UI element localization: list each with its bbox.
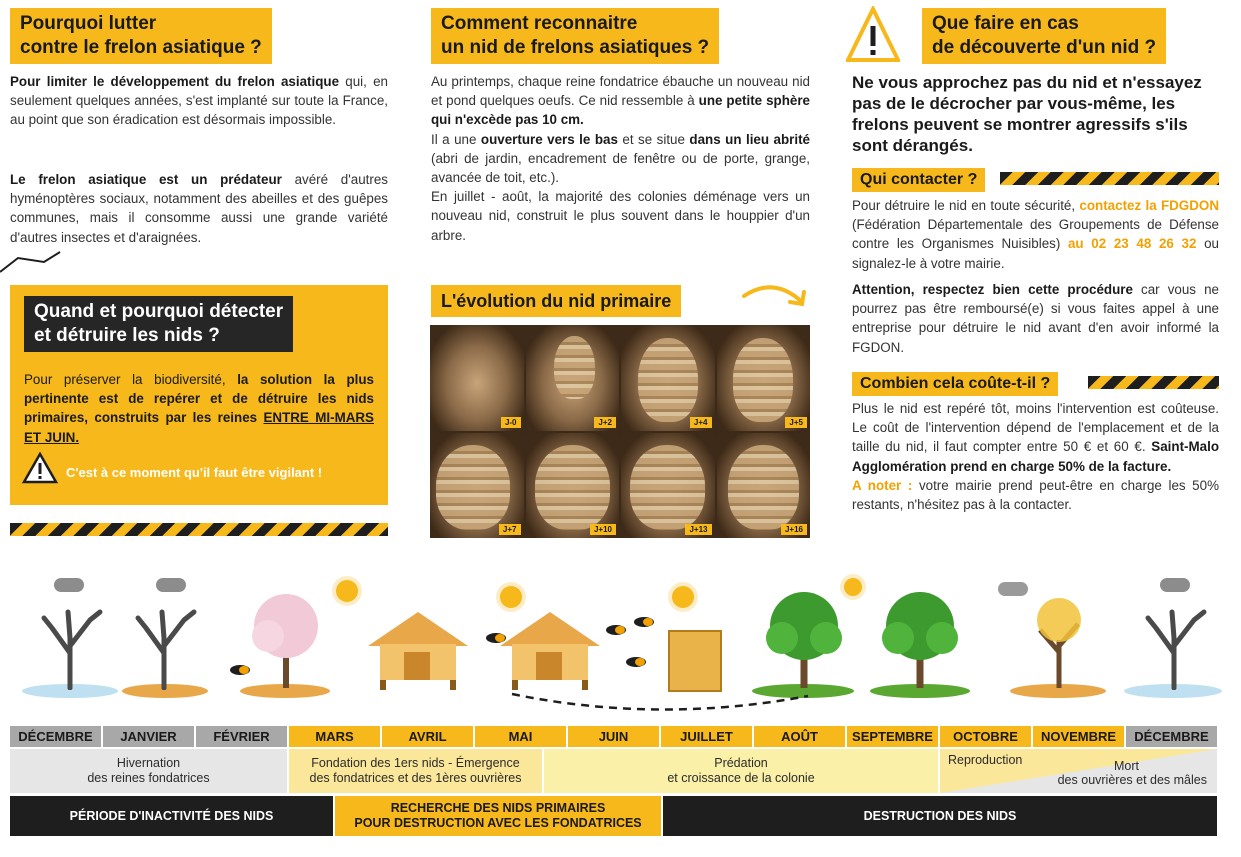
recognize-nest-title: Comment reconnaitre un nid de frelons asiatiques ? — [431, 8, 719, 64]
nest-evolution-photos — [430, 325, 810, 538]
cloud-icon — [54, 578, 84, 592]
month-may: MAI — [475, 726, 566, 747]
detection-box-text: Pour préserver la biodiversité, la solution la plus pertinente est de repérer et de détruire les nids primaires, construits par les reines ENTRE MI-MARS ET JUIN. — [24, 372, 374, 445]
vigilance-warning: C'est à ce moment qu'il faut être vigilant ! — [66, 465, 323, 480]
hornet-icon — [632, 612, 656, 630]
nest-photo: J+5 — [717, 325, 811, 431]
cloud-icon — [998, 582, 1028, 596]
seasonal-illustration — [0, 568, 1241, 718]
blossom-tree-icon — [240, 590, 332, 690]
primary-nest-search-bar: RECHERCHE DES NIDS PRIMAIRES POUR DESTRUCTION AVEC LES FONDATRICES — [335, 796, 661, 836]
cost-title: Combien cela coûte-t-il ? — [852, 372, 1058, 396]
hornet-icon — [624, 652, 648, 670]
month-february: FÉVRIER — [196, 726, 287, 747]
nest-photo: J+4 — [621, 325, 715, 431]
month-october: OCTOBRE — [940, 726, 1031, 747]
recognize-nest-text: Au printemps, chaque reine fondatrice ébauche un nouveau nid et pond quelques oeufs. Ce nid ressemble à une petite sphère qui n'excède pas 10 cm. Il a une ouverture vers le bas et se situe dans un lieu abrité (abri de jardin, encadrement de fenêtre ou de porte, grange, avancée de toit, etc.). En juillet - août, la majorité des colonies déménage vers un nouveau nid, construit le plus souvent dans le houppier d'un arbre. — [431, 74, 810, 243]
nest-photo: J+10 — [526, 433, 620, 539]
green-tree-icon — [756, 586, 852, 690]
curved-arrow-icon — [740, 280, 812, 320]
cloud-icon — [156, 578, 186, 592]
nest-photo: J+13 — [621, 433, 715, 539]
month-march: MARS — [289, 726, 380, 747]
hornet-icon — [484, 628, 508, 646]
inactive-period-bar: PÉRIODE D'INACTIVITÉ DES NIDS — [10, 796, 333, 836]
cloud-icon — [1160, 578, 1190, 592]
why-fight-paragraph-2: Le frelon asiatique est un prédateur avéré d'autres hyménoptères sociaux, notamment des abeilles et des guêpes communes, mais il consomme aussi une grande variété d'autres insectes et d'araignées. — [10, 172, 388, 245]
hazard-stripe-contact — [1000, 172, 1219, 185]
hexagon-decoration — [0, 250, 70, 290]
phase-predation: Prédation et croissance de la colonie — [544, 749, 938, 793]
hazard-stripe-cost — [1088, 376, 1219, 389]
fdgdon-phone[interactable]: au 02 23 48 26 32 — [1067, 236, 1197, 252]
sun-icon — [500, 586, 522, 608]
why-fight-paragraph-1: Pour limiter le développement du frelon asiatique qui, en seulement quelques années, s'est implanté sur toute la France, au point que son éradication est désormais impossible. — [10, 74, 388, 128]
why-fight-title: Pourquoi lutter contre le frelon asiatique ? — [10, 8, 272, 64]
month-june: JUIN — [568, 726, 659, 747]
month-july: JUILLET — [661, 726, 752, 747]
cost-text: Plus le nid est repéré tôt, moins l'intervention est coûteuse. Le coût de l'intervention dépend de l'emplacement et de la taille du nid, il faut compter entre 50 € et 60 €. Saint-Malo Agglomération prend en charge 50% de la facture. A noter : votre mairie prend peut-être en charge les 50% restants, n'hésitez pas à la contacter. — [852, 401, 1219, 513]
month-november: NOVEMBRE — [1033, 726, 1124, 747]
month-january: JANVIER — [103, 726, 194, 747]
phase-foundation: Fondation des 1ers nids - Émergence des fondatrices et des 1ères ouvrières — [289, 749, 542, 793]
hazard-stripe-left — [10, 523, 388, 536]
hornet-icon — [228, 660, 252, 678]
warning-icon — [846, 6, 900, 64]
what-to-do-lead: Ne vous approchez pas du nid et n'essayez pas de le décrocher par vous-même, les frelons peuvent se montrer agressifs s'ils sont dérangés. — [852, 73, 1202, 155]
contact-text: Pour détruire le nid en toute sécurité, contactez la FDGDON (Fédération Départementale des Groupements de Défense contre les Organismes Nuisibles) au 02 23 48 26 32 ou signalez-le à votre mairie. — [852, 198, 1219, 271]
phase-reproduction-death: Reproduction Mort des ouvrières et des mâles — [940, 749, 1217, 793]
autumn-tree-icon — [1014, 590, 1104, 690]
nest-photo: J+2 — [526, 325, 620, 431]
detection-box-title: Quand et pourquoi détecter et détruire les nids ? — [24, 296, 293, 352]
month-august: AOÛT — [754, 726, 845, 747]
nest-photo: J+7 — [430, 433, 524, 539]
who-to-contact-title: Qui contacter ? — [852, 168, 985, 192]
bare-tree-icon — [30, 598, 110, 690]
nest-destruction-bar: DESTRUCTION DES NIDS — [663, 796, 1217, 836]
green-tree-icon — [872, 586, 968, 690]
attention-text: Attention, respectez bien cette procédure car vous ne pourrez pas être remboursé(e) si vous faites appel à une entreprise pour détruire le nid avant d'en avoir informé la FGDON. — [852, 282, 1219, 355]
hornet-icon — [604, 620, 628, 638]
bare-tree-icon — [1134, 598, 1214, 690]
phase-hibernation: Hivernation des reines fondatrices — [10, 749, 287, 793]
moon-icon — [844, 578, 862, 596]
bare-tree-icon — [124, 598, 204, 690]
garden-shed-icon — [366, 610, 470, 690]
sun-icon — [336, 580, 358, 602]
garden-shed-icon — [498, 610, 602, 690]
nest-migration-path — [508, 690, 818, 720]
beehive-icon — [668, 630, 722, 692]
month-december: DÉCEMBRE — [10, 726, 101, 747]
month-april: AVRIL — [382, 726, 473, 747]
month-september: SEPTEMBRE — [847, 726, 938, 747]
what-to-do-title: Que faire en cas de découverte d'un nid ? — [922, 8, 1166, 64]
nest-photo: J-0 — [430, 325, 524, 431]
nest-evolution-title: L'évolution du nid primaire — [431, 285, 681, 317]
nest-photo: J+16 — [717, 433, 811, 539]
sun-icon — [672, 586, 694, 608]
month-december: DÉCEMBRE — [1126, 726, 1217, 747]
warning-icon — [22, 452, 58, 484]
